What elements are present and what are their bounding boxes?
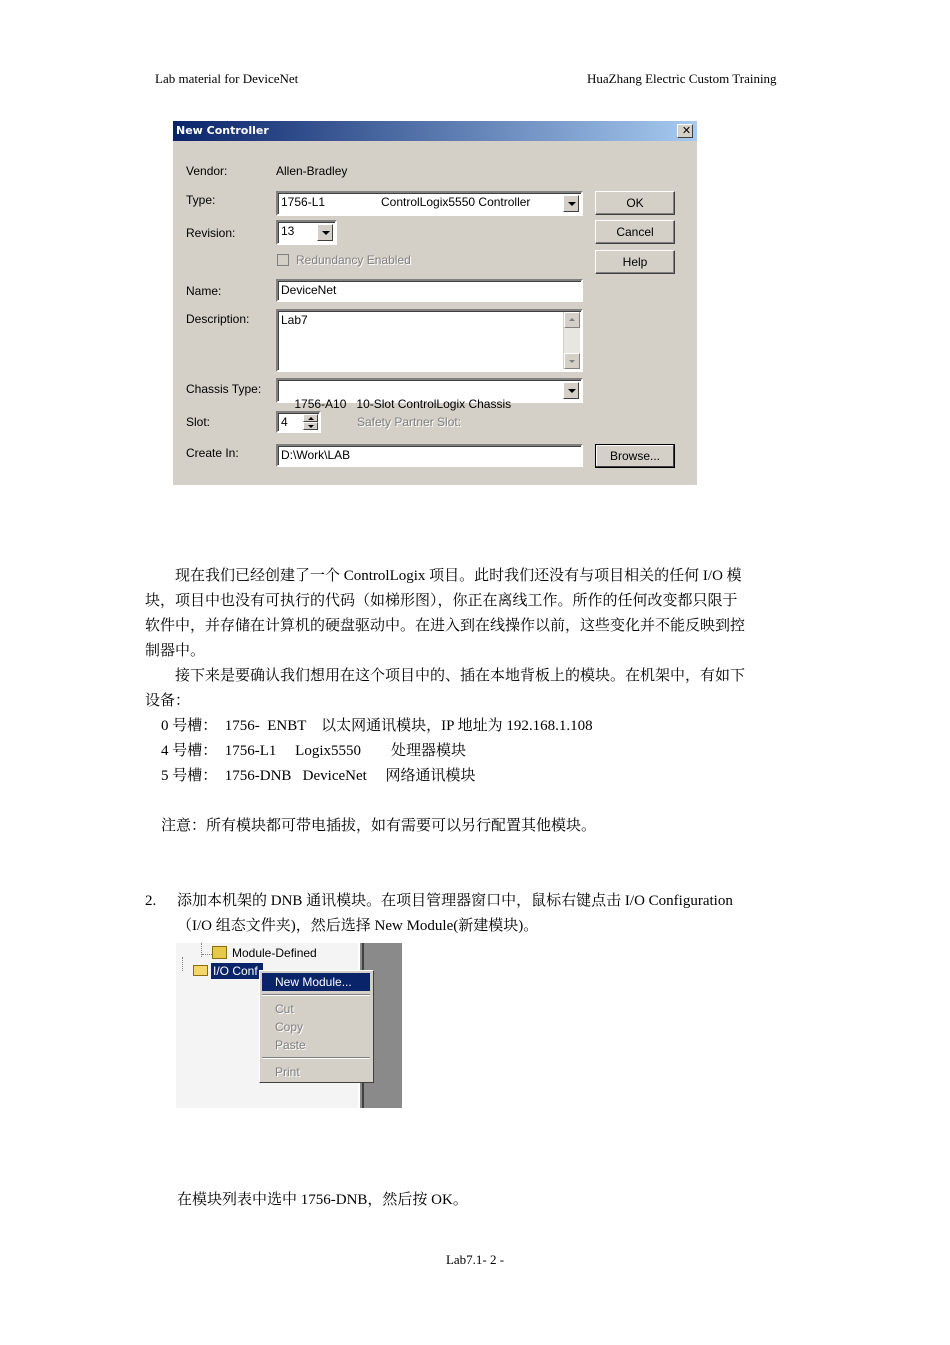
close-button[interactable] [677, 124, 693, 138]
tree-item-io-configuration[interactable]: I/O Conf [211, 963, 263, 979]
ok-button[interactable]: OK [595, 191, 675, 215]
chassis-type-value: 1756-A10 10-Slot ControlLogix Chassis [294, 397, 512, 411]
chevron-down-icon [568, 389, 576, 393]
step-line-1: 添加本机架的 DNB 通讯模块。在项目管理器窗口中，鼠标右键点击 I/O Configuration [177, 893, 733, 909]
close-icon: ✕ [681, 124, 692, 137]
create-in-input[interactable]: D:\Work\LAB [276, 444, 583, 467]
type-description: ControlLogix5550 Controller [381, 195, 531, 209]
tree-line [182, 957, 184, 971]
description-label: Description: [186, 312, 250, 326]
chevron-up-icon [308, 417, 314, 420]
step-line-2: （I/O 组态文件夹)，然后选择 New Module(新建模块)。 [177, 918, 539, 934]
name-input[interactable]: DeviceNet [276, 279, 583, 302]
chassis-dropdown-button[interactable] [563, 382, 579, 399]
type-label: Type: [186, 193, 216, 207]
chevron-up-icon [569, 318, 575, 321]
slot-spinner[interactable] [276, 411, 321, 433]
revision-dropdown-button[interactable] [317, 224, 333, 241]
redundancy-label: Redundancy Enabled [296, 253, 411, 267]
header-right: HuaZhang Electric Custom Training [587, 71, 777, 86]
menu-item-new-module[interactable]: New Module... [262, 973, 370, 991]
redundancy-checkbox[interactable] [277, 254, 289, 266]
type-code: 1756-L1 [281, 195, 326, 209]
paragraph-1-line-4: 制器中。 [145, 643, 206, 659]
chevron-down-icon [308, 425, 314, 428]
paragraph-1-line-2: 块，项目中也没有可执行的代码（如梯形图），你正在离线工作。所作的任何改变都只限于 [145, 593, 738, 609]
menu-item-paste[interactable]: Paste [275, 1038, 306, 1052]
revision-label: Revision: [186, 226, 236, 240]
chevron-down-icon [569, 360, 575, 363]
chassis-type-label: Chassis Type: [186, 382, 262, 396]
chassis-type-combo[interactable] [276, 378, 583, 411]
type-combo[interactable] [276, 191, 583, 216]
context-menu-screenshot [176, 943, 402, 1108]
scroll-up-button[interactable] [564, 312, 580, 328]
slot-up-button[interactable] [303, 414, 318, 422]
dialog-title-bar [173, 121, 697, 141]
new-controller-dialog [173, 121, 697, 485]
revision-value: 13 [281, 224, 295, 238]
module-folder-icon [212, 946, 227, 959]
vendor-value: Allen-Bradley [276, 164, 348, 178]
description-scrollbar[interactable] [563, 312, 580, 369]
vendor-label: Vendor: [186, 164, 228, 178]
paragraph-1-line-3: 软件中，并存储在计算机的硬盘驱动中。在进入到在线操作以前，这些变化并不能反映到控 [145, 618, 746, 634]
final-instruction: 在模块列表中选中 1756-DNB，然后按 OK。 [177, 1192, 468, 1208]
safety-partner-slot-label: Safety Partner Slot: [357, 415, 462, 429]
chevron-down-icon [568, 202, 576, 206]
chevron-down-icon [322, 231, 330, 235]
page-footer: Lab7.1- 2 - [445, 1252, 505, 1267]
step-number: 2. [145, 893, 157, 909]
name-label: Name: [186, 284, 222, 298]
tree-line [202, 954, 212, 956]
slot-down-button[interactable] [303, 422, 318, 430]
header-left: Lab material for DeviceNet [155, 71, 299, 86]
paragraph-2-line-1: 接下来是要确认我们想用在这个项目中的、插在本地背板上的模块。在机架中，有如下 [175, 668, 746, 684]
slot-0-line: 0 号槽： 1756- ENBT 以太网通讯模块，IP 地址为 192.168.1.108 [161, 718, 593, 734]
description-textarea[interactable] [276, 309, 583, 372]
slot-value: 4 [281, 415, 288, 429]
slot-5-line: 5 号槽： 1756-DNB DeviceNet 网络通讯模块 [161, 768, 476, 784]
create-in-label: Create In: [186, 446, 239, 460]
slot-4-line: 4 号槽： 1756-L1 Logix5550 处理器模块 [161, 743, 466, 759]
menu-item-cut[interactable]: Cut [275, 1002, 294, 1016]
revision-combo[interactable] [276, 220, 337, 245]
tree-item-module-defined[interactable]: Module-Defined [232, 946, 317, 960]
browse-button[interactable]: Browse... [595, 444, 675, 468]
folder-icon [193, 965, 208, 976]
context-menu [259, 970, 374, 1083]
cancel-button[interactable]: Cancel [595, 220, 675, 244]
dialog-title: New Controller [176, 124, 269, 137]
note-line: 注意：所有模块都可带电插拔，如有需要可以另行配置其他模块。 [161, 818, 597, 834]
menu-item-print[interactable]: Print [275, 1065, 300, 1079]
scroll-down-button[interactable] [564, 353, 580, 369]
help-button[interactable]: Help [595, 250, 675, 274]
type-dropdown-button[interactable] [563, 195, 579, 212]
paragraph-1-line-1: 现在我们已经创建了一个 ControlLogix 项目。此时我们还没有与项目相关的任何 I/O 模 [175, 568, 742, 584]
description-value: Lab7 [281, 313, 308, 327]
paragraph-2-line-2: 设备： [145, 693, 191, 709]
menu-item-copy[interactable]: Copy [275, 1020, 304, 1034]
menu-separator [262, 1057, 370, 1059]
menu-separator [262, 994, 370, 996]
slot-label: Slot: [186, 415, 211, 429]
